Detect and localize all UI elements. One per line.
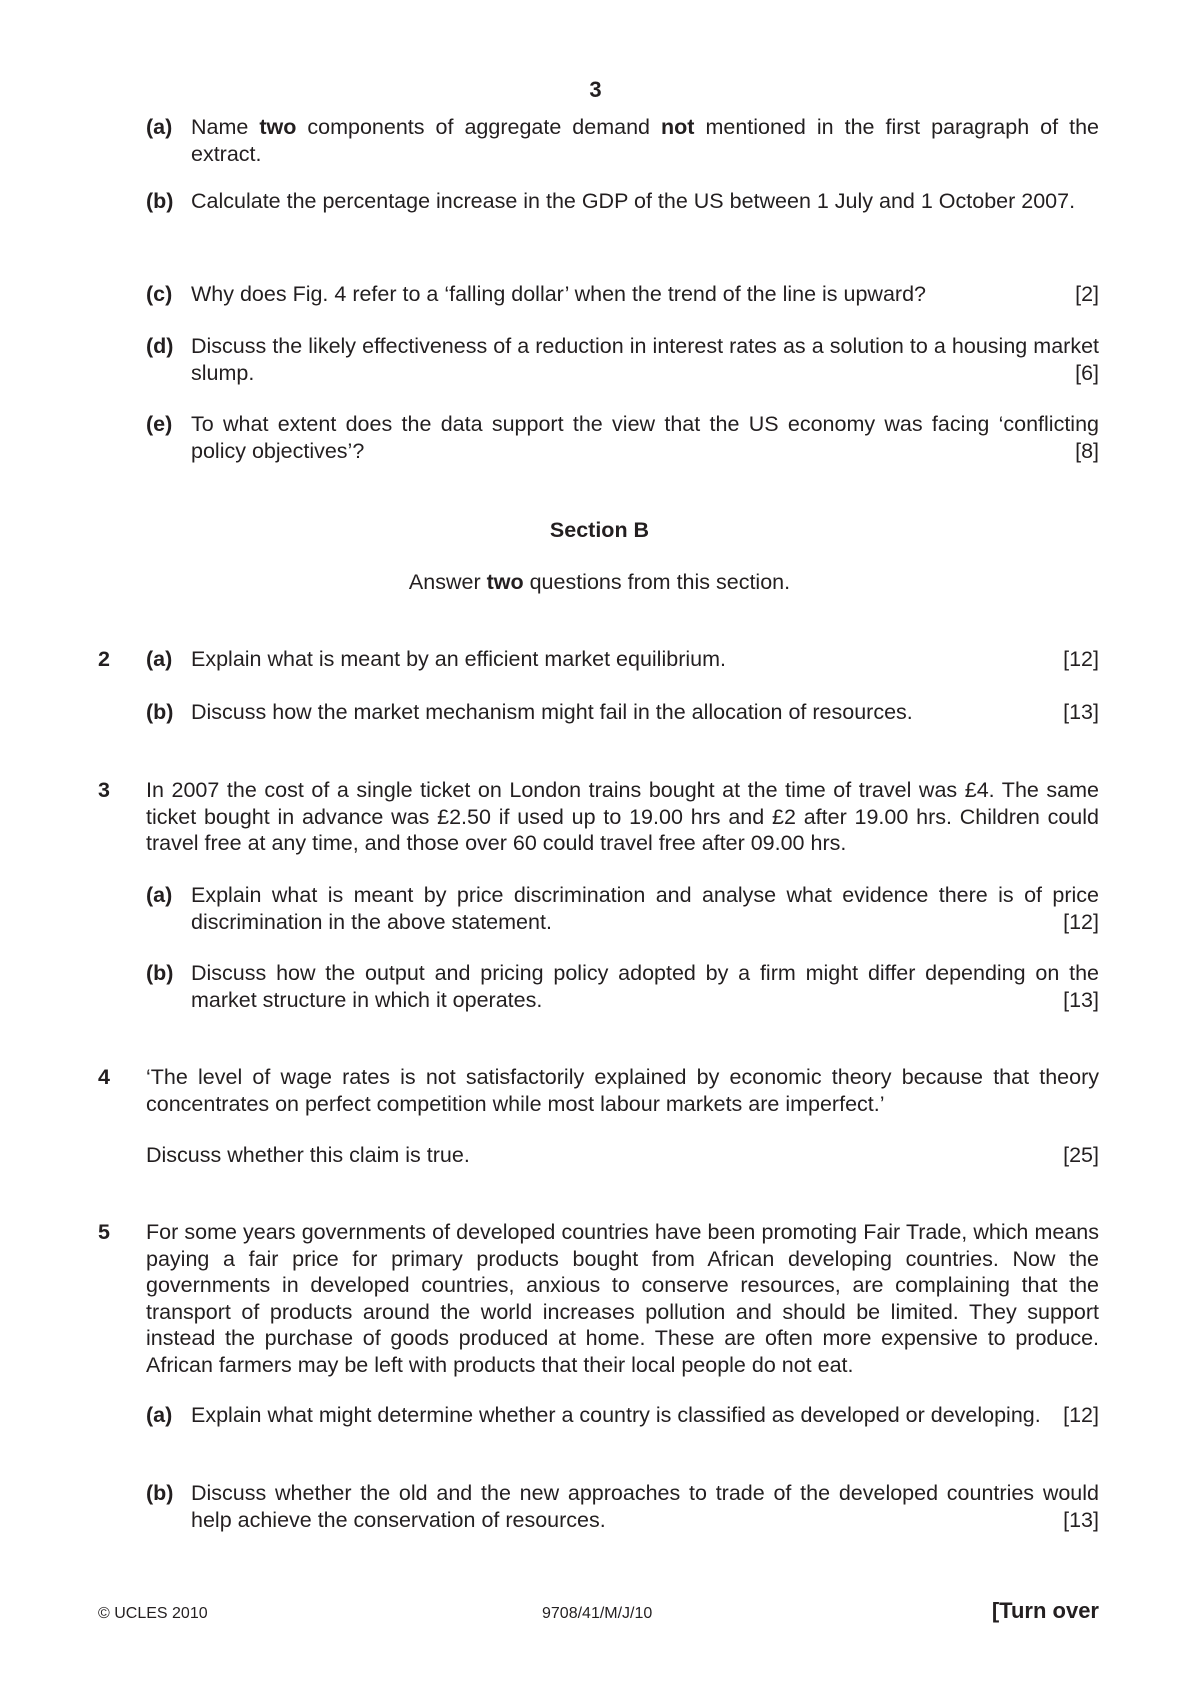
copyright: © UCLES 2010 xyxy=(98,1605,208,1622)
part-label: (b) xyxy=(146,700,174,724)
mark-allocation: [2] xyxy=(1075,282,1099,306)
mark-allocation: [12] xyxy=(1063,1403,1099,1427)
question-text: Explain what might determine whether a country is classified as developed or developing. [12] xyxy=(191,1403,1099,1427)
part-label: (b) xyxy=(146,1481,174,1505)
part-label: (a) xyxy=(146,115,173,139)
part-label: (e) xyxy=(146,412,173,436)
section-heading: Section B xyxy=(549,518,650,542)
section-instruction: Answer two questions from this section. xyxy=(408,570,791,594)
question-number: 5 xyxy=(98,1220,110,1244)
question-text: For some years governments of developed countries have been promoting Fair Trade, which means paying a fair price for primary products bought from African developing countries. Now the governments in developed countries, anxious to conserve resources, are complaining that the transport of products around the world increases pollution and should be limited. They support instead the purchase of goods produced at home. These are often more expensive to produce. African farmers may be left with products that their local people do not eat. xyxy=(146,1220,1099,1377)
mark-allocation: [8] xyxy=(1075,438,1099,463)
part-label: (c) xyxy=(146,282,173,306)
question-text: Name two components of aggregate demand not mentioned in the first paragraph of the extract. xyxy=(191,115,1099,166)
question-number: 3 xyxy=(98,778,110,802)
turn-over-label: [Turn over xyxy=(991,1598,1099,1623)
question-text: [2] Why does Fig. 4 refer to a ‘falling dollar’ when the trend of the line is upward? xyxy=(191,282,1099,306)
question-text: [13] Discuss how the market mechanism might fail in the allocation of resources. xyxy=(191,700,1099,724)
question-text: Discuss the likely effectiveness of a reduction in interest rates as a solution to a housing market slump. [6] xyxy=(191,334,1099,385)
part-label: (d) xyxy=(146,334,174,358)
part-label: (b) xyxy=(146,189,174,213)
question-text: Discuss whether the old and the new approaches to trade of the developed countries would help achieve the conservation of resources. [13] xyxy=(191,1481,1099,1532)
mark-allocation: [12] xyxy=(1063,647,1099,671)
question-text: To what extent does the data support the view that the US economy was facing ‘conflicting policy objectives’? [8] xyxy=(191,412,1099,463)
part-label: (b) xyxy=(146,961,174,985)
question-text: Discuss how the output and pricing policy adopted by a firm might differ depending on the market structure in which it operates. [13] xyxy=(191,961,1099,1012)
question-text: [25] Discuss whether this claim is true. xyxy=(146,1143,1099,1167)
page-number: 3 xyxy=(589,77,602,102)
part-label: (a) xyxy=(146,647,173,671)
question-text: In 2007 the cost of a single ticket on London trains bought at the time of travel was £4. The same ticket bought in advance was £2.50 if used up to 19.00 hrs and £2 after 19.00 hrs. Children could travel free at any time, and those over 60 could travel free after 09.00 hrs. xyxy=(146,778,1099,855)
paper-code: 9708/41/M/J/10 xyxy=(542,1605,653,1622)
mark-allocation: [25] xyxy=(1063,1143,1099,1167)
question-text: ‘The level of wage rates is not satisfactorily explained by economic theory because that theory concentrates on perfect competition while most labour markets are imperfect.’ xyxy=(146,1065,1099,1116)
question-number: 4 xyxy=(98,1065,110,1089)
question-text: Calculate the percentage increase in the GDP of the US between 1 July and 1 October 2007. xyxy=(191,189,1076,213)
question-text: Explain what is meant by price discrimination and analyse what evidence there is of price discrimination in the above statement. [12] xyxy=(191,883,1099,934)
question-text: [12] Explain what is meant by an efficient market equilibrium. xyxy=(191,647,1099,671)
part-label: (a) xyxy=(146,1403,173,1427)
mark-allocation: [12] xyxy=(1063,909,1099,934)
mark-allocation: [6] xyxy=(1075,360,1099,385)
part-label: (a) xyxy=(146,883,173,907)
mark-allocation: [13] xyxy=(1063,1507,1099,1532)
question-number: 2 xyxy=(98,647,110,671)
mark-allocation: [13] xyxy=(1063,987,1099,1012)
mark-allocation: [13] xyxy=(1063,700,1099,724)
